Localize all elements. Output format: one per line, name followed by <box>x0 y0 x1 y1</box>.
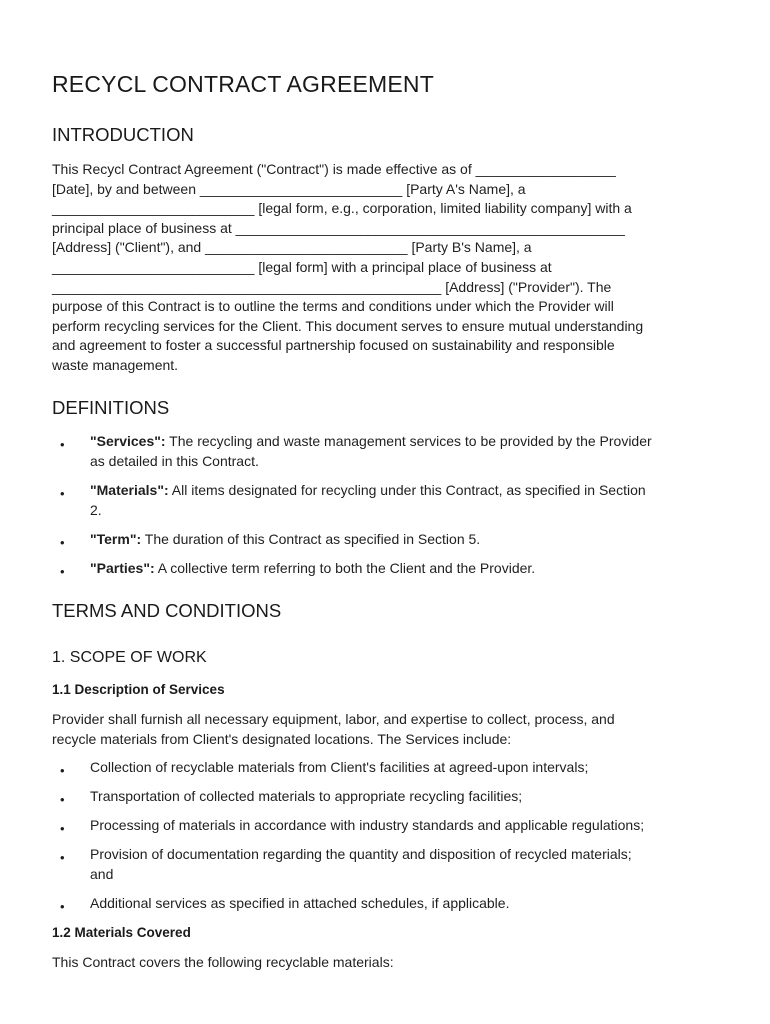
paragraph-line: waste management. <box>52 356 179 373</box>
paragraph-line: perform recycling services for the Client. This document serves to ensure mutual understanding <box>52 317 644 334</box>
bullet-icon: • <box>60 564 65 579</box>
definition-text: A collective term referring to both the Client and the Provider. <box>154 560 536 576</box>
paragraph-line: Provider shall furnish all necessary equipment, labor, and expertise to collect, process, and <box>52 711 615 727</box>
materials-heading: 1.2 Materials Covered <box>52 925 191 940</box>
bullet-icon: • <box>60 763 65 778</box>
paragraph-line: principal place of business at __________________________________________________ <box>52 219 625 236</box>
definitions-heading: DEFINITIONS <box>52 397 170 418</box>
paragraph-line: __________________________ [legal form, e.g., corporation, limited liability company] with a <box>52 200 632 217</box>
introduction-heading: INTRODUCTION <box>52 124 194 145</box>
paragraph-line: and agreement to foster a successful partnership focused on sustainability and responsible <box>52 337 615 354</box>
bullet-icon: • <box>60 535 65 550</box>
definition-text: The recycling and waste management services to be provided by the Provider <box>165 433 652 449</box>
bullet-icon: • <box>60 899 65 914</box>
bullet-icon: • <box>60 437 65 452</box>
page-title: RECYCL CONTRACT AGREEMENT <box>52 71 434 97</box>
bullet-icon: • <box>60 821 65 836</box>
definition-text-cont: 2. <box>90 501 102 518</box>
paragraph-line: recycle materials from Client's designated locations. The Services include: <box>52 730 512 747</box>
scope-heading: 1. SCOPE OF WORK <box>52 649 207 666</box>
definition-term: "Term": <box>90 531 142 547</box>
service-text: Collection of recyclable materials from Client's facilities at agreed-upon intervals; <box>90 759 589 775</box>
introduction-paragraph <box>52 160 722 376</box>
paragraph-line: [Address] ("Client"), and __________________________ [Party B's Name], a <box>52 239 532 256</box>
bullet-icon: • <box>60 486 65 501</box>
paragraph-line: purpose of this Contract is to outline the terms and conditions under which the Provider will <box>52 298 614 315</box>
paragraph-line: __________________________________________________ [Address] ("Provider"). The <box>52 278 612 295</box>
service-text: Provision of documentation regarding the quantity and disposition of recycled materials; <box>90 846 632 862</box>
definition-text: All items designated for recycling under this Contract, as specified in Section <box>168 482 646 498</box>
definition-term: "Materials": <box>90 482 169 498</box>
service-text: Transportation of collected materials to appropriate recycling facilities; <box>90 788 523 804</box>
materials-paragraph: This Contract covers the following recyclable materials: <box>52 954 394 970</box>
definition-term: "Services": <box>90 433 166 449</box>
service-text-cont: and <box>90 865 114 882</box>
service-text: Additional services as specified in attached schedules, if applicable. <box>90 895 510 911</box>
paragraph-line: __________________________ [legal form] with a principal place of business at <box>52 258 552 275</box>
description-paragraph <box>52 710 722 749</box>
definition-term: "Parties": <box>90 560 155 576</box>
paragraph-line: [Date], by and between __________________________ [Party A's Name], a <box>52 180 526 197</box>
description-heading: 1.1 Description of Services <box>52 682 225 697</box>
paragraph-line: This Recycl Contract Agreement ("Contract") is made effective as of __________________ <box>52 161 616 177</box>
bullet-icon: • <box>60 850 65 865</box>
service-text: Processing of materials in accordance with industry standards and applicable regulations; <box>90 817 645 833</box>
definition-text-cont: as detailed in this Contract. <box>90 452 259 469</box>
terms-heading: TERMS AND CONDITIONS <box>52 600 282 621</box>
bullet-icon: • <box>60 792 65 807</box>
definition-text: The duration of this Contract as specified in Section 5. <box>141 531 481 547</box>
